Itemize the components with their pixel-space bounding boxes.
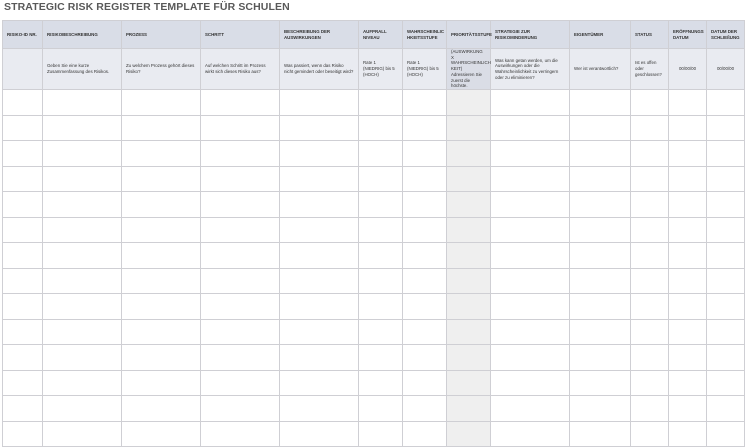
table-cell[interactable]: [707, 217, 745, 243]
table-cell[interactable]: [447, 141, 491, 167]
col-priority-level: PRIORITÄTSSTUFE: [447, 21, 491, 49]
table-row: [3, 243, 745, 269]
guide-cell[interactable]: Geben Sie eine kurze Zusammenfassung des Risikos.: [43, 49, 122, 90]
table-cell[interactable]: [447, 90, 491, 116]
table-row: [3, 421, 745, 447]
table-cell[interactable]: [669, 345, 707, 371]
table-cell[interactable]: [43, 421, 122, 447]
table-cell[interactable]: [3, 370, 43, 396]
table-cell[interactable]: [491, 90, 570, 116]
table-cell[interactable]: [3, 345, 43, 371]
col-risk-id: RISIKO-ID NR.: [3, 21, 43, 49]
table-cell[interactable]: [491, 294, 570, 320]
table-cell[interactable]: [280, 192, 359, 218]
table-cell[interactable]: [359, 192, 403, 218]
table-cell[interactable]: [491, 370, 570, 396]
col-process: PROZESS: [122, 21, 201, 49]
table-cell[interactable]: [570, 243, 631, 269]
table-cell[interactable]: [669, 141, 707, 167]
table-cell[interactable]: [570, 370, 631, 396]
table-cell[interactable]: [447, 268, 491, 294]
table-cell[interactable]: [491, 192, 570, 218]
table-cell[interactable]: [280, 90, 359, 116]
col-closing-date: DATUM DER SCHLIEßUNG: [707, 21, 745, 49]
table-cell[interactable]: [570, 217, 631, 243]
table-cell[interactable]: [570, 115, 631, 141]
table-cell[interactable]: [707, 294, 745, 320]
table-cell[interactable]: [122, 141, 201, 167]
table-cell[interactable]: [491, 421, 570, 447]
table-cell[interactable]: [280, 217, 359, 243]
table-cell[interactable]: [447, 319, 491, 345]
table-cell[interactable]: [122, 192, 201, 218]
guide-row: [3, 49, 745, 90]
table-cell[interactable]: [43, 115, 122, 141]
table-cell[interactable]: [201, 268, 280, 294]
table-cell[interactable]: [403, 141, 447, 167]
table-cell[interactable]: [491, 345, 570, 371]
table-cell[interactable]: [447, 294, 491, 320]
table-cell[interactable]: [669, 217, 707, 243]
table-cell[interactable]: [631, 115, 669, 141]
table-cell[interactable]: [201, 396, 280, 422]
table-cell[interactable]: [43, 166, 122, 192]
table-row: [3, 370, 745, 396]
guide-cell[interactable]: Rate 1 (NIEDRIG) bis 5 (HOCH): [359, 49, 403, 90]
table-cell[interactable]: [570, 90, 631, 116]
table-cell[interactable]: [491, 396, 570, 422]
table-cell[interactable]: [570, 268, 631, 294]
guide-cell[interactable]: Zu welchem Prozess gehört dieses Risiko?: [122, 49, 201, 90]
table-cell[interactable]: [631, 319, 669, 345]
col-likelihood-level: WAHRSCHEINLIC HKEITSSTUFE: [403, 21, 447, 49]
table-cell[interactable]: [669, 370, 707, 396]
table-cell[interactable]: [122, 268, 201, 294]
table-cell[interactable]: [201, 141, 280, 167]
table-cell[interactable]: [3, 141, 43, 167]
table-cell[interactable]: [359, 421, 403, 447]
table-cell[interactable]: [447, 370, 491, 396]
table-cell[interactable]: [707, 115, 745, 141]
table-cell[interactable]: [631, 217, 669, 243]
table-cell[interactable]: [359, 268, 403, 294]
table-cell[interactable]: [491, 115, 570, 141]
table-cell[interactable]: [669, 294, 707, 320]
table-cell[interactable]: [43, 345, 122, 371]
table-cell[interactable]: [631, 243, 669, 269]
table-cell[interactable]: [491, 268, 570, 294]
guide-cell[interactable]: Wer ist verantwortlich?: [570, 49, 631, 90]
table-cell[interactable]: [43, 192, 122, 218]
table-cell[interactable]: [201, 319, 280, 345]
table-cell[interactable]: [447, 243, 491, 269]
table-cell[interactable]: [3, 243, 43, 269]
guide-cell[interactable]: [3, 49, 43, 90]
table-cell[interactable]: [570, 421, 631, 447]
table-cell[interactable]: [669, 319, 707, 345]
table-cell[interactable]: [359, 370, 403, 396]
table-cell[interactable]: [3, 268, 43, 294]
table-cell[interactable]: [669, 166, 707, 192]
table-cell[interactable]: [707, 90, 745, 116]
table-cell[interactable]: [403, 396, 447, 422]
table-cell[interactable]: [631, 268, 669, 294]
table-cell[interactable]: [359, 141, 403, 167]
table-row: [3, 268, 745, 294]
page-title: STRATEGIC RISK REGISTER TEMPLATE FÜR SCHULEN: [4, 1, 290, 13]
table-cell[interactable]: [122, 370, 201, 396]
table-cell[interactable]: [403, 192, 447, 218]
table-cell[interactable]: [280, 370, 359, 396]
table-cell[interactable]: [447, 217, 491, 243]
col-owner: EIGENTÜMER: [570, 21, 631, 49]
table-cell[interactable]: [280, 115, 359, 141]
table-cell[interactable]: [403, 166, 447, 192]
table-cell[interactable]: [280, 166, 359, 192]
table-row: [3, 396, 745, 422]
table-cell[interactable]: [43, 396, 122, 422]
table-cell[interactable]: [447, 192, 491, 218]
table-cell[interactable]: [447, 345, 491, 371]
guide-cell[interactable]: 00/00/00: [707, 49, 745, 90]
table-cell[interactable]: [122, 90, 201, 116]
table-cell[interactable]: [280, 396, 359, 422]
table-cell[interactable]: [403, 345, 447, 371]
table-cell[interactable]: [707, 141, 745, 167]
table-cell[interactable]: [631, 90, 669, 116]
table-cell[interactable]: [3, 217, 43, 243]
guide-cell[interactable]: Ist es offen oder geschlossen?: [631, 49, 669, 90]
table-cell[interactable]: [122, 319, 201, 345]
table-cell[interactable]: [491, 217, 570, 243]
table-cell[interactable]: [280, 345, 359, 371]
table-cell[interactable]: [201, 115, 280, 141]
col-risk-description: RISIKOBESCHREIBUNG: [43, 21, 122, 49]
table-cell[interactable]: [43, 90, 122, 116]
table-cell[interactable]: [3, 166, 43, 192]
risk-register-table: [2, 20, 745, 447]
table-cell[interactable]: [201, 345, 280, 371]
table-cell[interactable]: [631, 370, 669, 396]
table-cell[interactable]: [201, 192, 280, 218]
table-cell[interactable]: [3, 90, 43, 116]
table-cell[interactable]: [359, 217, 403, 243]
table-cell[interactable]: [631, 141, 669, 167]
table-cell[interactable]: [403, 370, 447, 396]
table-cell[interactable]: [631, 421, 669, 447]
table-cell[interactable]: [122, 115, 201, 141]
table-cell[interactable]: [280, 421, 359, 447]
table-cell[interactable]: [447, 396, 491, 422]
table-row: [3, 90, 745, 116]
table-cell[interactable]: [631, 345, 669, 371]
table-cell[interactable]: [3, 294, 43, 320]
table-cell[interactable]: [43, 294, 122, 320]
table-row: [3, 166, 745, 192]
table-cell[interactable]: [707, 370, 745, 396]
table-cell[interactable]: [403, 319, 447, 345]
table-cell[interactable]: [707, 319, 745, 345]
table-cell[interactable]: [201, 294, 280, 320]
table-cell[interactable]: [669, 396, 707, 422]
table-cell[interactable]: [447, 166, 491, 192]
table-cell[interactable]: [201, 217, 280, 243]
table-cell[interactable]: [707, 268, 745, 294]
table-cell[interactable]: [631, 192, 669, 218]
table-cell[interactable]: [3, 421, 43, 447]
table-cell[interactable]: [122, 421, 201, 447]
table-cell[interactable]: [359, 115, 403, 141]
table-cell[interactable]: [669, 115, 707, 141]
table-cell[interactable]: [43, 268, 122, 294]
table-cell[interactable]: [122, 243, 201, 269]
guide-cell[interactable]: 00/00/00: [669, 49, 707, 90]
table-cell[interactable]: [43, 243, 122, 269]
table-cell[interactable]: [280, 294, 359, 320]
guide-cell[interactable]: Rate 1 (NIEDRIG) bis 5 (HOCH): [403, 49, 447, 90]
table-cell[interactable]: [359, 166, 403, 192]
table-cell[interactable]: [280, 268, 359, 294]
table-cell[interactable]: [403, 243, 447, 269]
table-cell[interactable]: [201, 90, 280, 116]
table-row: [3, 141, 745, 167]
table-cell[interactable]: [669, 90, 707, 116]
table-cell[interactable]: [447, 421, 491, 447]
table-cell[interactable]: [359, 243, 403, 269]
table-cell[interactable]: [3, 319, 43, 345]
table-cell[interactable]: [201, 370, 280, 396]
table-cell[interactable]: [570, 166, 631, 192]
table-cell[interactable]: [403, 268, 447, 294]
table-cell[interactable]: [669, 421, 707, 447]
table-cell[interactable]: [707, 396, 745, 422]
table-cell[interactable]: [669, 243, 707, 269]
table-cell[interactable]: [570, 141, 631, 167]
table-cell[interactable]: [403, 217, 447, 243]
table-cell[interactable]: [43, 370, 122, 396]
table-cell[interactable]: [122, 217, 201, 243]
guide-cell[interactable]: Was passiert, wenn das Risiko nicht gemindert oder beseitigt wird?: [280, 49, 359, 90]
table-row: [3, 319, 745, 345]
table-cell[interactable]: [631, 294, 669, 320]
col-impact-description: BESCHREIBUNG DER AUSWIRKUNGEN: [280, 21, 359, 49]
table-cell[interactable]: [669, 192, 707, 218]
header-row: [3, 21, 745, 49]
col-opening-date: ERÖFFNUNGS DATUM: [669, 21, 707, 49]
table-cell[interactable]: [491, 243, 570, 269]
col-step: SCHRITT: [201, 21, 280, 49]
table-cell[interactable]: [359, 396, 403, 422]
table-cell[interactable]: [201, 421, 280, 447]
table-cell[interactable]: [122, 345, 201, 371]
table-cell[interactable]: [631, 396, 669, 422]
table-cell[interactable]: [570, 396, 631, 422]
table-cell[interactable]: [201, 243, 280, 269]
col-status: STATUS: [631, 21, 669, 49]
table-cell[interactable]: [359, 90, 403, 116]
table-cell[interactable]: [707, 243, 745, 269]
table-cell[interactable]: [43, 141, 122, 167]
table-cell[interactable]: [403, 294, 447, 320]
table-row: [3, 192, 745, 218]
table-cell[interactable]: [359, 319, 403, 345]
table-cell[interactable]: [122, 166, 201, 192]
table-cell[interactable]: [3, 115, 43, 141]
table-cell[interactable]: [280, 141, 359, 167]
table-row: [3, 345, 745, 371]
guide-cell[interactable]: Was kann getan werden, um die Auswirkungen oder die Wahrscheinlichkeit zu verringern oder zu eliminieren?: [491, 49, 570, 90]
table-cell[interactable]: [491, 141, 570, 167]
table-cell[interactable]: [447, 115, 491, 141]
table-cell[interactable]: [570, 192, 631, 218]
table-row: [3, 115, 745, 141]
table-cell[interactable]: [359, 294, 403, 320]
table-cell[interactable]: [122, 396, 201, 422]
table-cell[interactable]: [280, 319, 359, 345]
table-cell[interactable]: [403, 90, 447, 116]
col-impact-level: AUFPRALL NIVEAU: [359, 21, 403, 49]
table-cell[interactable]: [491, 319, 570, 345]
guide-cell[interactable]: (AUSWIRKUNG X WAHRSCHEINLICH KEIT) Adressieren Sie zuerst die höchste.: [447, 49, 491, 90]
table-cell[interactable]: [3, 396, 43, 422]
table-cell[interactable]: [122, 294, 201, 320]
table-cell[interactable]: [403, 115, 447, 141]
guide-cell[interactable]: Auf welchen Schritt im Prozess wirkt sich dieses Risiko aus?: [201, 49, 280, 90]
table-cell[interactable]: [707, 421, 745, 447]
table-cell[interactable]: [491, 166, 570, 192]
table-cell[interactable]: [669, 268, 707, 294]
table-row: [3, 217, 745, 243]
table-cell[interactable]: [707, 192, 745, 218]
col-mitigation-strategy: STRATEGIE ZUR RISIKOMINDERUNG: [491, 21, 570, 49]
table-cell[interactable]: [3, 192, 43, 218]
table-cell[interactable]: [43, 319, 122, 345]
table-cell[interactable]: [570, 345, 631, 371]
table-cell[interactable]: [707, 345, 745, 371]
table-cell[interactable]: [43, 217, 122, 243]
table-cell[interactable]: [570, 294, 631, 320]
table-cell[interactable]: [403, 421, 447, 447]
table-cell[interactable]: [570, 319, 631, 345]
table-cell[interactable]: [707, 166, 745, 192]
table-row: [3, 294, 745, 320]
table-cell[interactable]: [280, 243, 359, 269]
table-cell[interactable]: [631, 166, 669, 192]
table-cell[interactable]: [359, 345, 403, 371]
table-cell[interactable]: [201, 166, 280, 192]
